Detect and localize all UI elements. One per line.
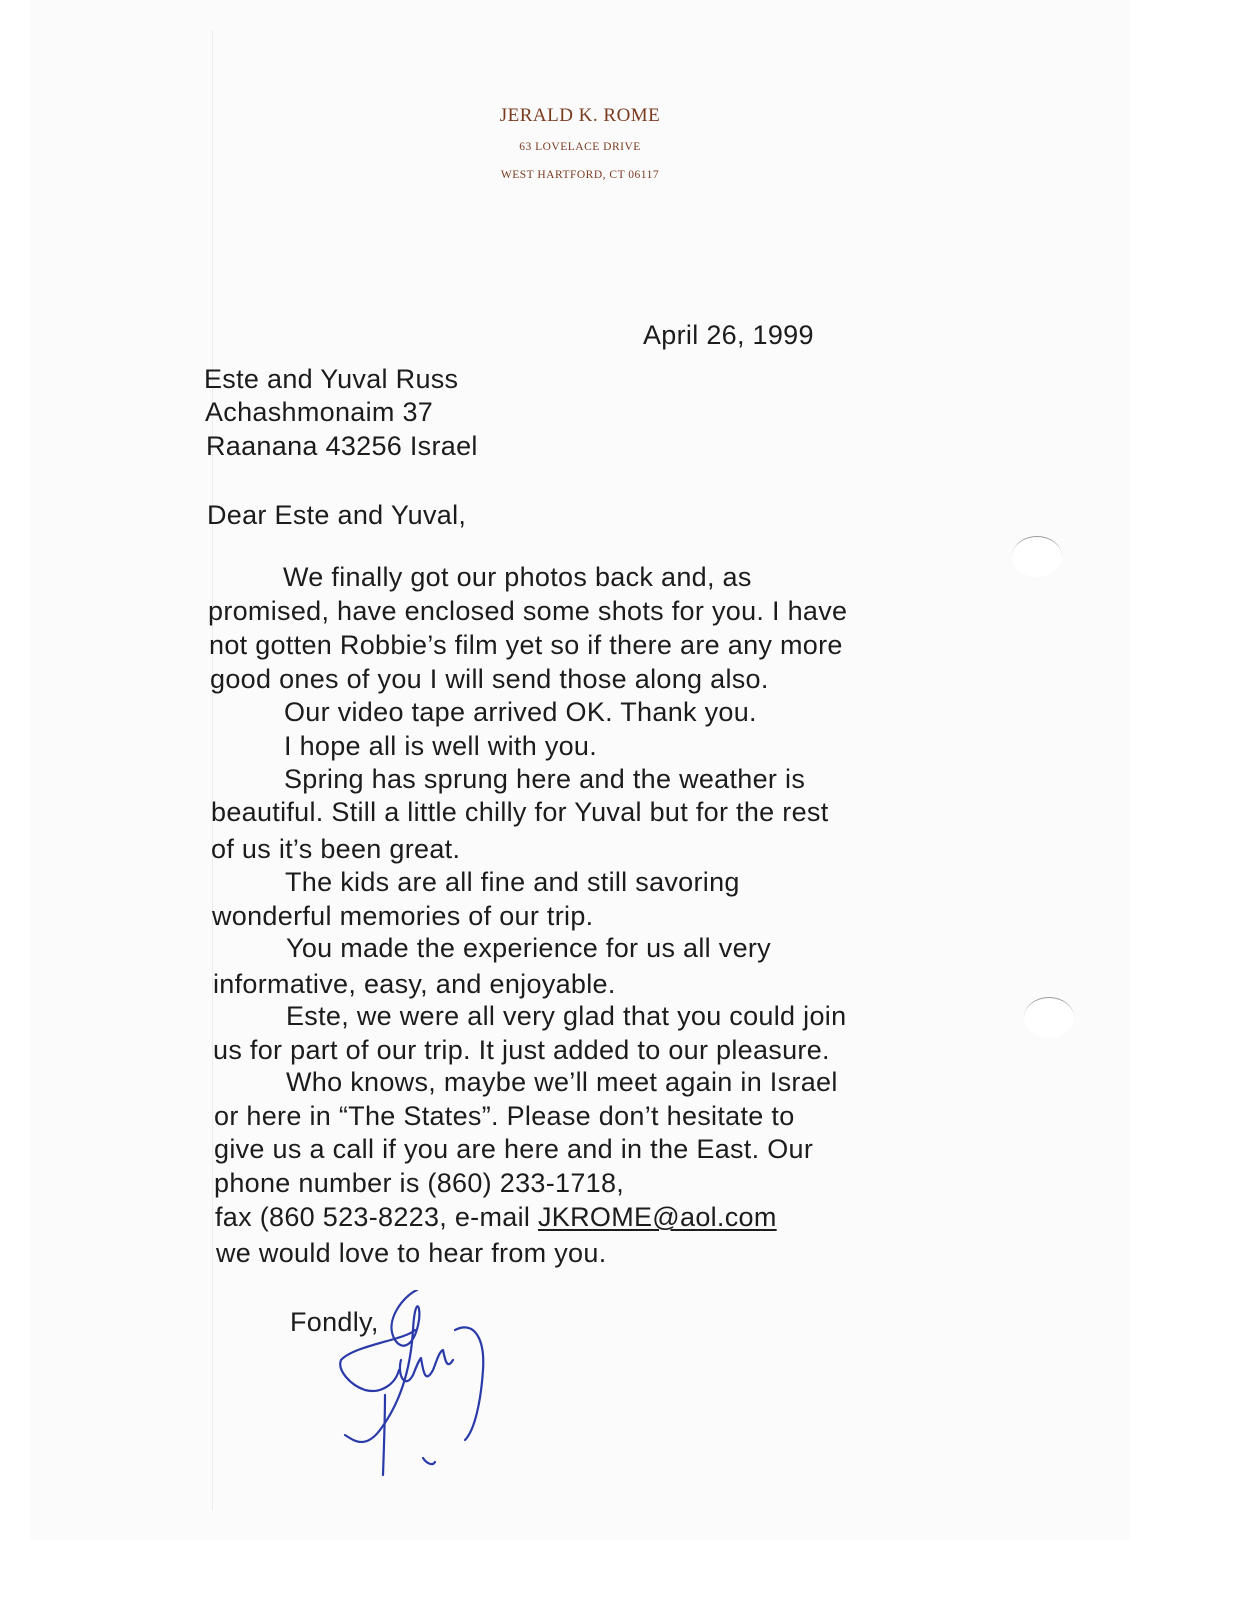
punch-hole-top (1012, 536, 1062, 577)
body-line: Spring has sprung here and the weather is (284, 764, 806, 794)
fold-line (212, 30, 213, 1510)
body-line: Este, we were all very glad that you could join (286, 1001, 847, 1031)
body-line: Our video tape arrived OK. Thank you. (284, 697, 757, 727)
body-line: good ones of you I will send those along also. (210, 664, 769, 694)
letterhead-city: WEST HARTFORD, CT 06117 (500, 169, 660, 181)
body-line: give us a call if you are here and in the East. Our (214, 1134, 814, 1164)
body-line: or here in “The States”. Please don’t hesitate to (214, 1101, 795, 1131)
recipient-street: Achashmonaim 37 (205, 397, 434, 427)
body-line: beautiful. Still a little chilly for Yuval but for the rest (211, 797, 829, 827)
salutation: Dear Este and Yuval, (207, 500, 467, 530)
fax-text: fax (860 523-8223, e-mail (215, 1202, 538, 1232)
recipient-name: Este and Yuval Russ (204, 364, 459, 394)
body-line: promised, have enclosed some shots for you. I have (208, 596, 848, 626)
recipient-city: Raanana 43256 Israel (206, 431, 478, 461)
body-line: We finally got our photos back and, as (283, 562, 752, 592)
body-line: You made the experience for us all very (286, 933, 771, 963)
body-line: informative, easy, and enjoyable. (213, 969, 616, 999)
closing: Fondly, (290, 1307, 379, 1337)
body-line: of us it’s been great. (211, 834, 461, 864)
closing-line: we would love to hear from you. (216, 1238, 607, 1268)
body-line: I hope all is well with you. (284, 731, 598, 761)
body-line: not gotten Robbie’s film yet so if there are any more (209, 630, 843, 660)
body-line: Who knows, maybe we’ll meet again in Israel (286, 1067, 838, 1097)
letterhead-street: 63 LOVELACE DRIVE (519, 141, 641, 153)
letter-date: April 26, 1999 (643, 320, 814, 350)
body-line: us for part of our trip. It just added to our pleasure. (213, 1035, 830, 1065)
body-line: phone number is (860) 233-1718, (214, 1168, 625, 1198)
letterhead-name: JERALD K. ROME (499, 105, 661, 126)
signature-icon (335, 1290, 515, 1490)
body-line: wonderful memories of our trip. (212, 901, 594, 931)
email-link[interactable]: JKROME@aol.com (537, 1202, 777, 1232)
body-line: The kids are all fine and still savoring (285, 867, 740, 897)
punch-hole-bottom (1024, 997, 1074, 1038)
contact-line (215, 1202, 777, 1233)
